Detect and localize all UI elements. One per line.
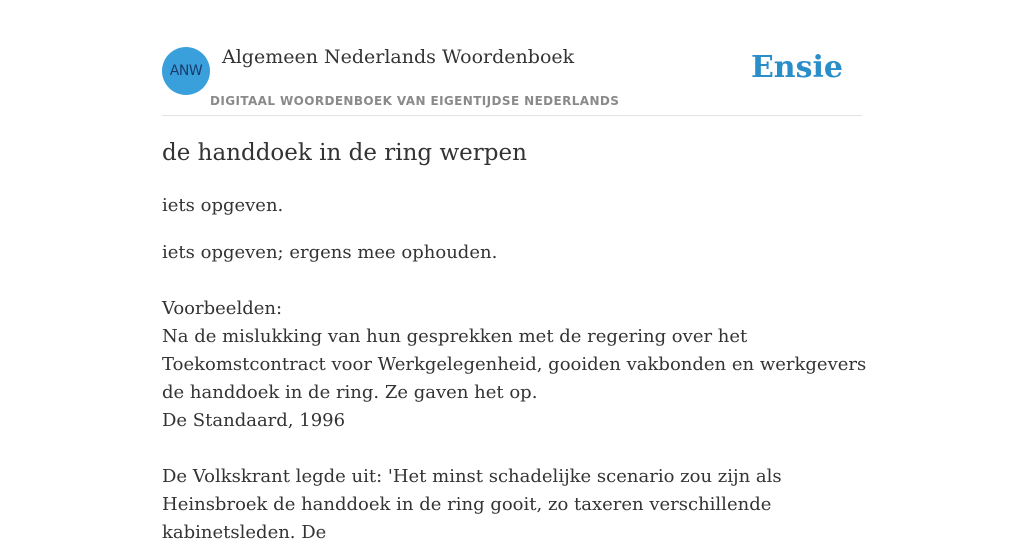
anw-logo[interactable] [162, 47, 210, 95]
logo-text: ANW [169, 63, 203, 79]
example-source: De Standaard, 1996 [162, 410, 346, 431]
ensie-logo-link[interactable]: Ensie [750, 50, 843, 85]
examples-section [162, 295, 867, 547]
short-definition: iets opgeven. [162, 195, 284, 216]
site-subtitle: DIGITAAL WOORDENBOEK VAN EIGENTIJDSE NEDERLANDS [210, 94, 620, 108]
site-header [162, 0, 862, 116]
site-title[interactable]: Algemeen Nederlands Woordenboek [222, 46, 575, 68]
example-text: Na de mislukking van hun gesprekken met de regering over het Toekomstcontract voor Werkgelegenheid, gooiden vakbonden en werkgevers de handdoek in de ring. Ze gaven het op. [162, 326, 867, 403]
content [162, 0, 867, 543]
long-definition: iets opgeven; ergens mee ophouden. [162, 242, 498, 263]
example-text: De Volkskrant legde uit: 'Het minst schadelijke scenario zou zijn als Heinsbroek de handdoek in de ring gooit, zo taxeren verschillende kabinetsleden. De [162, 466, 782, 543]
examples-label: Voorbeelden: [162, 298, 283, 319]
entry-term: de handdoek in de ring werpen [162, 140, 527, 166]
spacer [162, 435, 867, 463]
